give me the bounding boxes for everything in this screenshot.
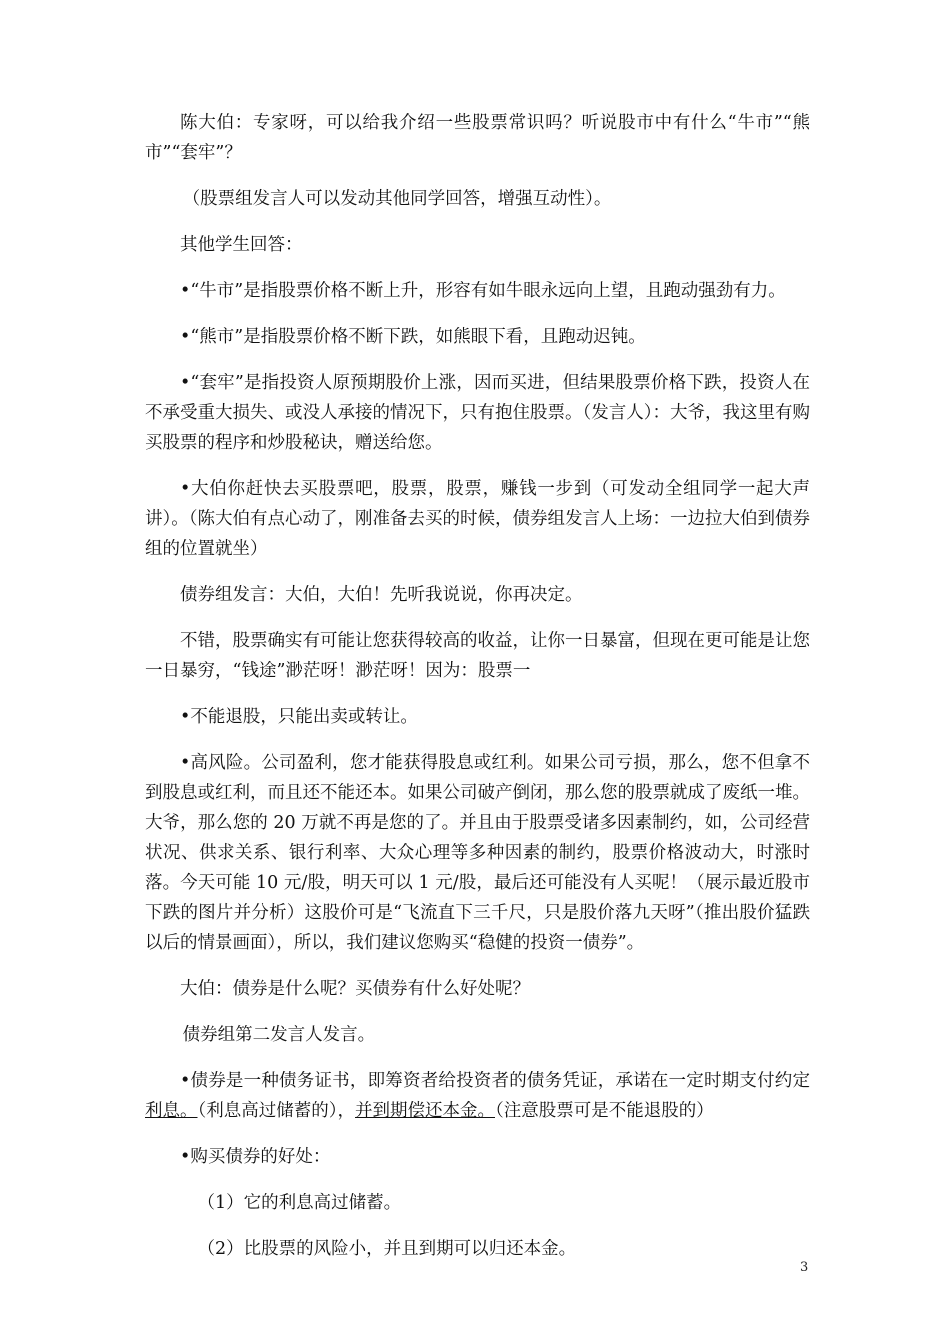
paragraph-uncle-bond-question: 大伯：债券是什么呢？买债券有什么好处呢？ bbox=[180, 979, 530, 999]
bond-definition-text: •债券是一种债务证书，即筹资者给投资者的债务凭证，承诺在一定时期支付约定 bbox=[180, 1071, 810, 1091]
paragraph-stock-risk-intro: 不错，股票确实有可能让您获得较高的收益，让你一日暴富，但现在更可能是让您一日暴穷，“钱途”渺茫呀！渺茫呀！因为：股票一 bbox=[145, 631, 810, 681]
paragraph-bond-benefits: •购买债券的好处： bbox=[180, 1147, 331, 1167]
paragraph-uncle-question: 陈大伯：专家呀，可以给我介绍一些股票常识吗？听说股市中有什么“牛市”“熊市”“套牢”？ bbox=[145, 113, 810, 163]
paragraph-no-refund: •不能退股，只能出卖或转让。 bbox=[180, 707, 418, 727]
paragraph-buy-stocks: •大伯你赶快去买股票吧，股票，股票，赚钱一步到（可发动全组同学一起大声讲）。（陈大伯有点心动了，刚准备去买的时候，债券组发言人上场：一边拉大伯到债券组的位置就坐） bbox=[145, 479, 810, 559]
paragraph-trapped: •“套牢”是指投资人原预期股价上涨，因而买进，但结果股票价格下跌，投资人在不承受重大损失、或没人承接的情况下，只有抱住股票。（发言人）：大爷，我这里有购买股票的程序和炒股秘诀，赠送给您。 bbox=[145, 373, 810, 453]
stock-refund-note: （注意股票可是不能退股的） bbox=[495, 1101, 714, 1121]
paragraph-high-risk: •高风险。公司盈利，您才能获得股息或红利。如果公司亏损，那么，您不但拿不到股息或红利，而且还不能还本。如果公司破产倒闭，那么您的股票就成了废纸一堆。大爷，那么您的 20 万就不再是您的了。并且由于股票受诸多因素制约，如，公司经营状况、供求关系、银行利率、大众心理等多种因素的制约，股票价格波动大，时涨时落。今天可能 10 元/股，明天可以 1 元/股，最后还可能没有人买呢！（展示最近股市下跌的图片并分析）这股价可是“飞流直下三千尺，只是股价落九天呀”（推出股价猛跌以后的情景画面），所以，我们建议您购买“稳健的投资一债券”。 bbox=[145, 753, 810, 953]
interest-note: （利息高过储蓄的）， bbox=[197, 1101, 355, 1121]
paragraph-bull-market: •“牛市”是指股票价格不断上升，形容有如牛眼永远向上望，且跑动强劲有力。 bbox=[180, 281, 786, 301]
list-item-benefit-2: （2）比股票的风险小，并且到期可以归还本金。 bbox=[197, 1239, 577, 1259]
paragraph-second-speaker: 债券组第二发言人发言。 bbox=[182, 1025, 376, 1045]
paragraph-bond-definition bbox=[145, 1066, 810, 1126]
paragraph-other-students: 其他学生回答： bbox=[180, 235, 303, 255]
paragraph-bear-market: •“熊市”是指股票价格不断下跌，如熊眼下看，且跑动迟钝。 bbox=[180, 327, 646, 347]
underlined-interest: 利息。 bbox=[145, 1101, 198, 1121]
page-number: 3 bbox=[800, 1260, 809, 1275]
paragraph-stock-group-note: （股票组发言人可以发动其他同学回答，增强互动性）。 bbox=[182, 189, 612, 209]
paragraph-bond-group-speech: 债券组发言：大伯，大伯！先听我说说，你再决定。 bbox=[180, 585, 583, 605]
list-item-benefit-1: （1）它的利息高过储蓄。 bbox=[197, 1193, 402, 1213]
underlined-principal: 并到期偿还本金。 bbox=[355, 1101, 495, 1121]
document-body bbox=[145, 108, 810, 1280]
